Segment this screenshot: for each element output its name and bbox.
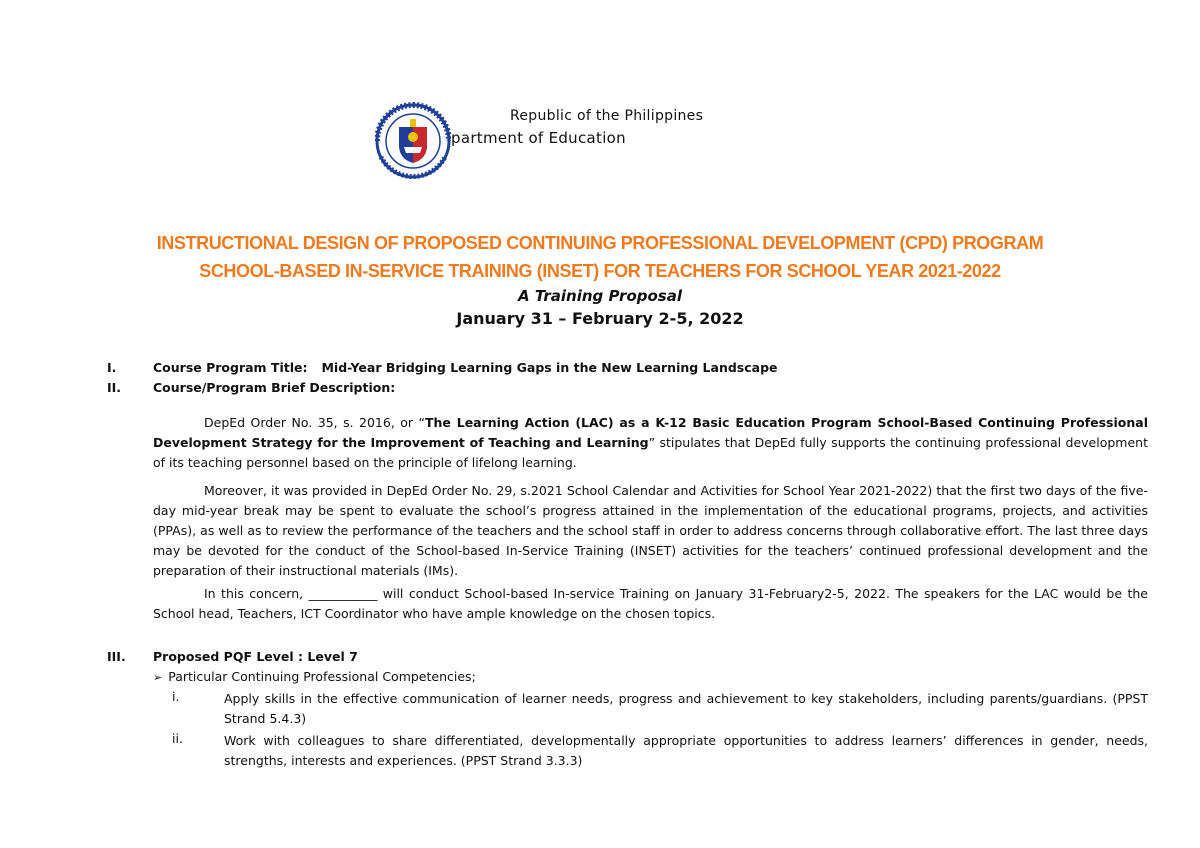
department-heading: partment of Education: [451, 129, 626, 147]
section-2-number: II.: [107, 380, 122, 395]
competency-2-number: ii.: [172, 731, 183, 746]
section-3-number: III.: [107, 649, 126, 664]
competencies-heading: Particular Continuing Professional Competencies;: [168, 669, 476, 684]
section-3-heading: Proposed PQF Level : Level 7: [153, 649, 358, 664]
p1-bold-title: The Learning Action (LAC) as a K-12 Basic Education Program School-Based Continuing Professional Development Strategy for the Improvement of Teaching and Learning: [153, 415, 1148, 450]
competencies-bullet: [153, 669, 476, 684]
competency-1-text: Apply skills in the effective communication of learner needs, progress and achievement to key stakeholders, including parents/guardians. (PPST Strand 5.4.3): [224, 691, 1148, 726]
p2-text: Moreover, it was provided in DepEd Order No. 29, s.2021 School Calendar and Activities for School Year 2021-2022) that the first two days of the five-day mid-year break may be spent to evaluate the school’s progress attained in the implementation of the educational programs, projects, and activities (PPAs), as well as to review the performance of the teachers and the school staff in order to address concerns through collaborative effort. The last three days may be devoted for the conduct of the School-based In-Service Training (INSET) activities for the teachers’ continued professional development and the preparation of their instructional materials (IMs).: [153, 483, 1148, 578]
deped-seal-icon: [375, 101, 451, 181]
p3-text: In this concern, ___________ will conduct School-based In-service Training on January 31-February2-5, 2022. The speakers for the LAC would be the School head, Teachers, ICT Coordinator who have ample knowledge on the chosen topics.: [153, 586, 1148, 621]
document-subtitle: A Training Proposal: [517, 287, 682, 305]
arrow-bullet-icon: ➢: [153, 671, 163, 684]
course-title-value: Mid-Year Bridging Learning Gaps in the New Learning Landscape: [321, 360, 778, 375]
p1-intro: DepEd Order No. 35, s. 2016, or “: [204, 415, 425, 430]
document-title-line1: INSTRUCTIONAL DESIGN OF PROPOSED CONTINUING PROFESSIONAL DEVELOPMENT (CPD) PROGRAM: [156, 233, 1044, 253]
competency-1-number: i.: [172, 689, 180, 704]
description-paragraph-1: [153, 413, 1148, 473]
course-title-label: Course Program Title:: [153, 360, 308, 375]
section-2-heading: Course/Program Brief Description:: [153, 380, 396, 395]
description-paragraph-2: [153, 481, 1148, 581]
republic-heading: Republic of the Philippines: [510, 108, 704, 124]
description-paragraph-3: [153, 584, 1148, 624]
section-1-heading: [153, 360, 778, 375]
competency-2-text: Work with colleagues to share differentiated, developmentally appropriate opportunities to address learners’ differences in gender, needs, strengths, interests and experiences. (PPST Strand 3.3.3): [224, 733, 1148, 768]
document-dates: January 31 – February 2-5, 2022: [456, 309, 744, 328]
section-1-number: I.: [107, 360, 117, 375]
document-title-line2: SCHOOL-BASED IN-SERVICE TRAINING (INSET) FOR TEACHERS FOR SCHOOL YEAR 2021-2022: [199, 261, 1001, 281]
p1-rest: ” stipulates that DepEd fully supports the continuing professional development of its teaching personnel based on the principle of lifelong learning.: [153, 435, 1148, 470]
